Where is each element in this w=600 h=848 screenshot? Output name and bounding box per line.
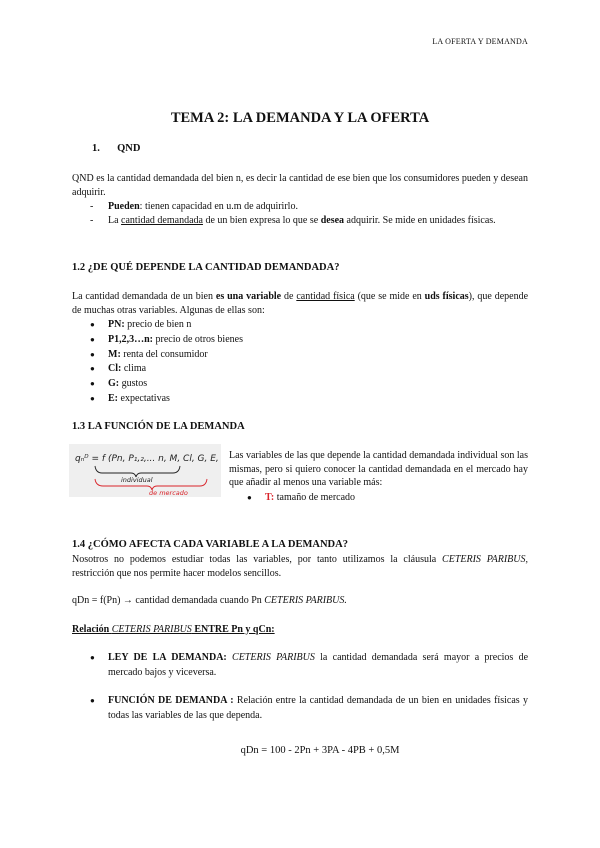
bullet-icon: ●: [90, 393, 95, 403]
def-a: La cantidad demandada de un bien: [72, 291, 216, 302]
section-1-heading: [92, 143, 140, 154]
qdn-a: qDn = f(Pn) → cantidad demandada cuando Pn: [72, 595, 265, 606]
cp-a: Nosotros no podemos estudiar todas las variables, por tanto utilizamos la cláusula: [72, 554, 443, 565]
variables-list: [90, 318, 528, 407]
cantidad-pre: La: [108, 214, 122, 226]
variable-value: expectativas: [118, 392, 170, 404]
relation-heading: [72, 623, 528, 637]
def-c: de: [281, 291, 297, 302]
cantidad-post: adquirir. Se mide en unidades físicas.: [344, 214, 496, 226]
variable-item: [90, 392, 528, 407]
variable-key: E:: [108, 392, 118, 404]
variable-item: [90, 377, 528, 392]
handwriting-drawing: [69, 444, 221, 497]
running-header: LA OFERTA Y DEMANDA: [432, 37, 528, 46]
variable-value-t: tamaño de mercado: [274, 491, 356, 503]
dash-marker: -: [90, 214, 94, 226]
variable-key: PN:: [108, 319, 125, 330]
bullet-icon: ●: [90, 379, 95, 389]
rel-italic: CETERIS PARIBUS: [111, 623, 192, 635]
def-e: (que se mide en: [354, 291, 425, 302]
variable-key: M:: [108, 348, 121, 360]
dash-marker: -: [90, 201, 94, 212]
market-variable-list: [247, 491, 528, 506]
cantidad-mid: de un bien expresa lo que se: [202, 214, 321, 226]
dash-item-pueden: [90, 200, 528, 214]
pueden-text: : tienen capacidad en u.m de adquirirlo.: [139, 201, 298, 212]
cantidad-fisica-term: cantidad física: [296, 291, 355, 302]
ceteris-paribus-paragraph: [72, 553, 528, 580]
section-1-body: [72, 172, 528, 227]
qnd-definition: QND es la cantidad demandada del bien n, es decir la cantidad de ese bien que los consumidores pueden y desean adquirir.: [72, 173, 528, 198]
section-1-2-heading: 1.2 ¿DE QUÉ DEPENDE LA CANTIDAD DEMANDADA?: [72, 262, 340, 273]
section-1-4-body: [72, 553, 528, 723]
variable-item: [90, 348, 528, 363]
rel-a: Relación: [72, 623, 112, 635]
variable-key: P1,2,3…n:: [108, 333, 153, 345]
variable-value: renta del consumidor: [120, 348, 208, 360]
rel-b: ENTRE Pn y qCn:: [191, 623, 275, 635]
cp-italic: CETERIS PARIBUS,: [442, 554, 528, 565]
funcion-text: Relación entre la cantidad demandada de un bien en unidades físicas y todas las variables de las que dependa.: [108, 695, 528, 721]
qdn-function-line: [72, 594, 528, 608]
variable-value: gustos: [119, 378, 148, 390]
variable-value: clima: [121, 363, 147, 375]
relation-list: [90, 650, 528, 723]
demand-equation: qDn = 100 - 2Pn + 3PA - 4PB + 0,5M: [240, 745, 400, 756]
cp-b: restricción que nos permite hacer modelos sencillos.: [72, 567, 282, 579]
section-1-number: 1.: [92, 143, 100, 154]
variable-item: [90, 362, 528, 377]
variable-item: [90, 333, 528, 348]
handwritten-formula: qₙᴰ = f (Pn, P₁,₂,... n, M, Cl, G, E, T): [75, 454, 221, 464]
pueden-term: Pueden: [108, 201, 140, 212]
variable-value: precio de bien n: [124, 319, 192, 330]
section-1-2-body: [72, 290, 528, 407]
variable-item-t: [247, 491, 528, 506]
variable-definition: [72, 290, 528, 317]
section-1-3-heading: 1.3 LA FUNCIÓN DE LA DEMANDA: [72, 421, 245, 432]
variable-item: [90, 318, 528, 333]
bullet-icon: ●: [90, 349, 95, 359]
variable-key-t: T:: [265, 491, 275, 503]
variable-value: precio de otros bienes: [153, 333, 243, 345]
bullet-icon: ●: [90, 364, 95, 374]
bullet-icon: ●: [90, 334, 95, 344]
section-1-3-body: [229, 449, 528, 505]
funcion-demanda-item: [90, 693, 528, 723]
page-title: TEMA 2: LA DEMANDA Y LA OFERTA: [170, 110, 430, 126]
def-g: ), que depende de muchas otras variables. Algunas de ellas son:: [72, 291, 529, 316]
funcion-term: FUNCIÓN DE DEMANDA :: [108, 695, 237, 706]
cantidad-demandada-term: cantidad demandada: [121, 214, 203, 226]
qdn-italic: CETERIS PARIBUS.: [264, 595, 347, 606]
handwritten-demand-function: [69, 444, 221, 497]
label-individual: individual: [121, 476, 153, 484]
qnd-dash-list: [90, 200, 528, 227]
dash-item-cantidad: [90, 214, 528, 228]
section-1-4-heading: 1.4 ¿CÓMO AFECTA CADA VARIABLE A LA DEMANDA?: [72, 539, 348, 550]
label-mercado: de mercado: [149, 489, 188, 497]
uds-fisicas-term: uds físicas: [424, 291, 469, 302]
ley-italic: CETERIS PARIBUS: [232, 652, 315, 663]
variable-key: Cl:: [108, 363, 122, 375]
bullet-icon: ●: [90, 320, 95, 329]
bullet-icon: ●: [90, 653, 95, 662]
bullet-icon: ●: [90, 696, 95, 705]
bullet-icon: ●: [247, 492, 252, 502]
def-bold: es una variable: [215, 291, 282, 302]
market-demand-paragraph: Las variables de las que depende la cantidad demandada individual son las mismas, pero si quiero conocer la cantidad demandada en el mercado hay que añadir al menos una variable más:: [229, 450, 528, 488]
ley-demanda-item: [90, 650, 528, 680]
section-1-title: QND: [117, 143, 141, 154]
desea-term: desea: [320, 214, 345, 226]
ley-term: LEY DE LA DEMANDA:: [108, 652, 233, 663]
ley-text: la cantidad demandada será mayor a precios de mercado bajos y viceversa.: [108, 652, 529, 678]
variable-key: G:: [108, 378, 120, 390]
